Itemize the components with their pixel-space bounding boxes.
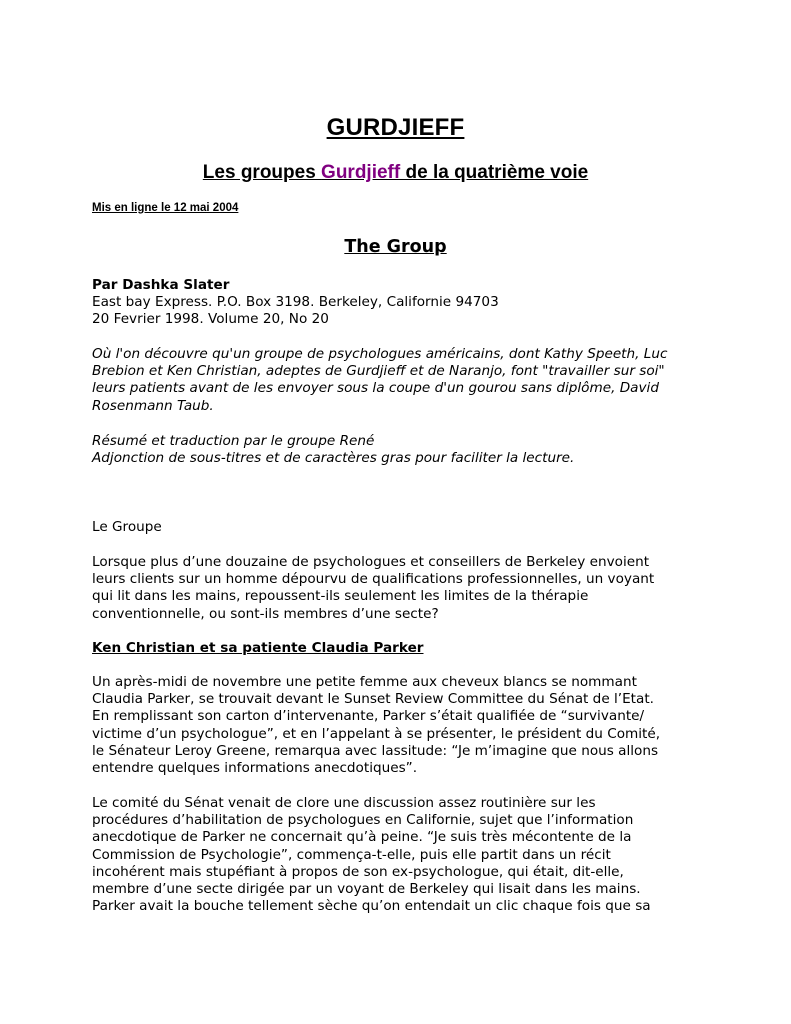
paragraph-line: entendre quelques informations anecdotiques”. <box>92 760 418 777</box>
section2-paragraph-2 <box>92 795 732 915</box>
paragraph-line: Parker avait la bouche tellement sèche qu’on entendait un clic chaque fois que sa <box>92 898 651 915</box>
intro-paragraph <box>92 346 732 415</box>
paragraph-line: conventionnelle, ou sont-ils membres d’une secte? <box>92 605 439 622</box>
page-title: GURDJIEFF <box>326 114 465 141</box>
page-subtitle <box>0 162 791 184</box>
intro-line: Rosenmann Taub. <box>92 397 214 414</box>
section2-heading-block <box>92 640 732 657</box>
paragraph-line: membre d’une secte dirigée par un voyant de Berkeley qui lisait dans les mains. <box>92 881 641 898</box>
paragraph-line: Lorsque plus d’une douzaine de psychologues et conseillers de Berkeley envoient <box>92 554 650 570</box>
paragraph-line: Commission de Psychologie”, commença-t-elle, puis elle partit dans un récit <box>92 846 611 863</box>
paragraph-line: incohérent mais stupéfiant à propos de son ex-psychologue, qui était, dit-elle, <box>92 863 624 880</box>
summary-line: Résumé et traduction par le groupe René <box>92 433 375 449</box>
summary-note <box>92 433 732 467</box>
section-heading: Le Groupe <box>92 519 162 535</box>
paragraph-line: Le comité du Sénat venait de clore une discussion assez routinière sur les <box>92 795 596 811</box>
subtitle-suffix: de la quatrième voie <box>405 162 589 183</box>
source-line: 20 Fevrier 1998. Volume 20, No 20 <box>92 311 329 328</box>
paragraph-line: anecdotique de Parker ne concernait qu’à peine. “Je suis très mécontente de la <box>92 829 632 846</box>
summary-line: Adjonction de sous-titres et de caractères gras pour faciliter la lecture. <box>92 450 575 467</box>
section1-paragraph <box>92 554 732 623</box>
paragraph-line: leurs clients sur un homme dépourvu de qualifications professionnelles, un voyant <box>92 571 655 588</box>
paragraph-line: victime d’un psychologue”, et en l’appelant à se présenter, le président du Comité, <box>92 725 661 742</box>
section2-paragraph-1 <box>92 674 732 777</box>
section-heading-le-groupe <box>92 519 732 536</box>
paragraph-line: Un après-midi de novembre une petite femme aux cheveux blancs se nommant <box>92 674 637 690</box>
section-heading: Ken Christian et sa patiente Claudia Parker <box>92 640 424 656</box>
author-line: Par Dashka Slater <box>92 277 230 293</box>
subtitle-prefix: Les groupes <box>202 162 322 183</box>
paragraph-line: Claudia Parker, se trouvait devant le Sunset Review Committee du Sénat de l’Etat. <box>92 691 654 708</box>
intro-line: leurs patients avant de les envoyer sous la coupe d'un gourou sans diplôme, David <box>92 380 659 397</box>
intro-line: Où l'on découvre qu'un groupe de psychologues américains, dont Kathy Speeth, Luc <box>92 346 668 362</box>
paragraph-line: qui lit dans les mains, repoussent-ils seulement les limites de la thérapie <box>92 588 589 605</box>
subtitle-accent-word: Gurdjieff <box>321 162 406 183</box>
posted-date: Mis en ligne le 12 mai 2004 <box>92 202 239 214</box>
source-line: East bay Express. P.O. Box 3198. Berkeley, Californie 94703 <box>92 294 499 311</box>
paragraph-line: procédures d’habilitation de psychologues en Californie, sujet que l’information <box>92 812 634 829</box>
intro-line: Brebion et Ken Christian, adeptes de Gurdjieff et de Naranjo, font "travailler sur soi" <box>92 363 665 380</box>
paragraph-line: En remplissant son carton d’intervenante, Parker s’était qualifiée de “survivante/ <box>92 708 645 725</box>
byline <box>92 277 732 329</box>
article-title: The Group <box>344 237 447 257</box>
paragraph-line: le Sénateur Leroy Greene, remarqua avec lassitude: “Je m’imagine que nous allons <box>92 742 659 759</box>
